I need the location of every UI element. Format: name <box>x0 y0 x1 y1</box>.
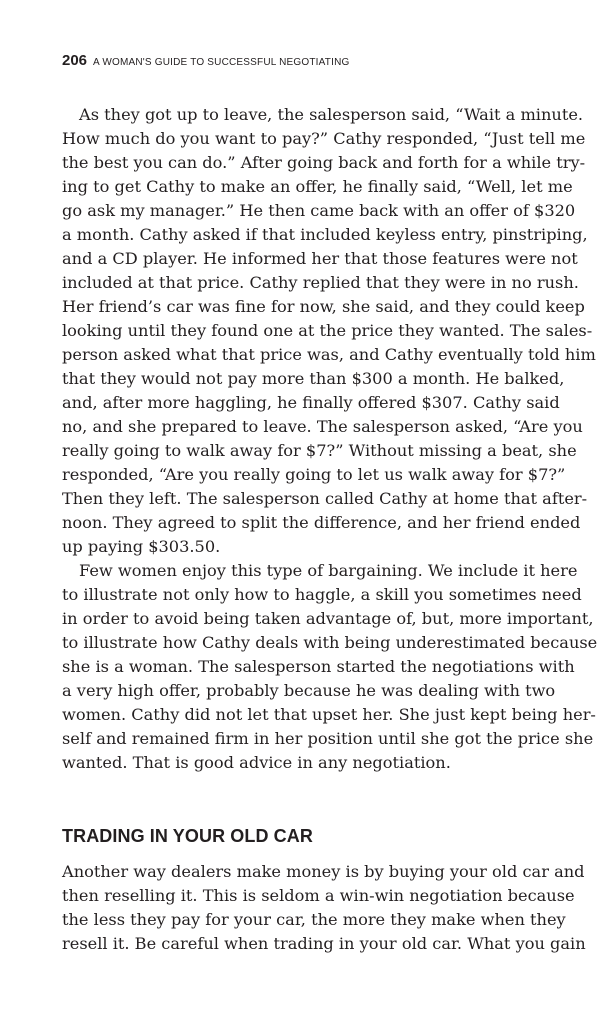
text-line: to illustrate not only how to haggle, a skill you sometimes need <box>62 585 582 604</box>
text-line: a very high offer, probably because he was dealing with two <box>62 681 556 700</box>
paragraph-2 <box>62 559 598 775</box>
text-line: Few women enjoy this type of bargaining. We include it here <box>79 561 578 580</box>
text-line: responded, “Are you really going to let us walk away for $7?” <box>62 465 566 484</box>
text-line: a month. Cathy asked if that included keyless entry, pinstriping, <box>62 225 588 244</box>
text-line: in order to avoid being taken advantage of, but, more important, <box>62 609 594 628</box>
text-line: self and remained firm in her position until she got the price she <box>62 729 594 748</box>
text-line: no, and she prepared to leave. The salesperson asked, “Are you <box>62 417 583 436</box>
running-head <box>62 52 349 70</box>
body-text <box>62 103 598 775</box>
text-line: Then they left. The salesperson called Cathy at home that after- <box>62 489 588 508</box>
text-line: noon. They agreed to split the difference, and her friend ended <box>62 513 581 532</box>
text-line: ing to get Cathy to make an offer, he finally said, “Well, let me <box>62 177 573 196</box>
text-line: wanted. That is good advice in any negotiation. <box>62 753 451 772</box>
text-line: the less they pay for your car, the more they make when they <box>62 910 566 929</box>
text-line: the best you can do.” After going back and forth for a while try- <box>62 153 586 172</box>
text-line: to illustrate how Cathy deals with being underestimated because <box>62 633 598 652</box>
text-line: included at that price. Cathy replied that they were in no rush. <box>62 273 579 292</box>
text-line: and, after more haggling, he finally offered $307. Cathy said <box>62 393 560 412</box>
text-line: she is a woman. The salesperson started the negotiations with <box>62 657 575 676</box>
text-line: up paying $303.50. <box>62 537 221 556</box>
text-line: looking until they found one at the price they wanted. The sales- <box>62 321 593 340</box>
paragraph-3 <box>62 860 586 956</box>
text-line: then reselling it. This is seldom a win-win negotiation because <box>62 886 575 905</box>
paragraph-1 <box>62 103 596 559</box>
text-line: and a CD player. He informed her that those features were not <box>62 249 578 268</box>
text-line: As they got up to leave, the salesperson said, “Wait a minute. <box>79 105 584 124</box>
text-line: really going to walk away for $7?” Without missing a beat, she <box>62 441 577 460</box>
text-line: How much do you want to pay?” Cathy responded, “Just tell me <box>62 129 586 148</box>
text-line: women. Cathy did not let that upset her. She just kept being her- <box>62 705 596 724</box>
book-title: A WOMAN'S GUIDE TO SUCCESSFUL NEGOTIATING <box>93 57 350 68</box>
text-line: that they would not pay more than $300 a month. He balked, <box>62 369 565 388</box>
text-line: Another way dealers make money is by buying your old car and <box>62 862 585 881</box>
text-line: person asked what that price was, and Cathy eventually told him <box>62 345 596 364</box>
section-text <box>62 860 586 956</box>
text-line: Her friend’s car was fine for now, she said, and they could keep <box>62 297 585 316</box>
page-number: 206 <box>62 52 88 69</box>
section-heading: TRADING IN YOUR OLD CAR <box>62 826 313 846</box>
text-line: go ask my manager.” He then came back with an offer of $320 <box>62 201 576 220</box>
text-line: resell it. Be careful when trading in your old car. What you gain <box>62 934 586 953</box>
